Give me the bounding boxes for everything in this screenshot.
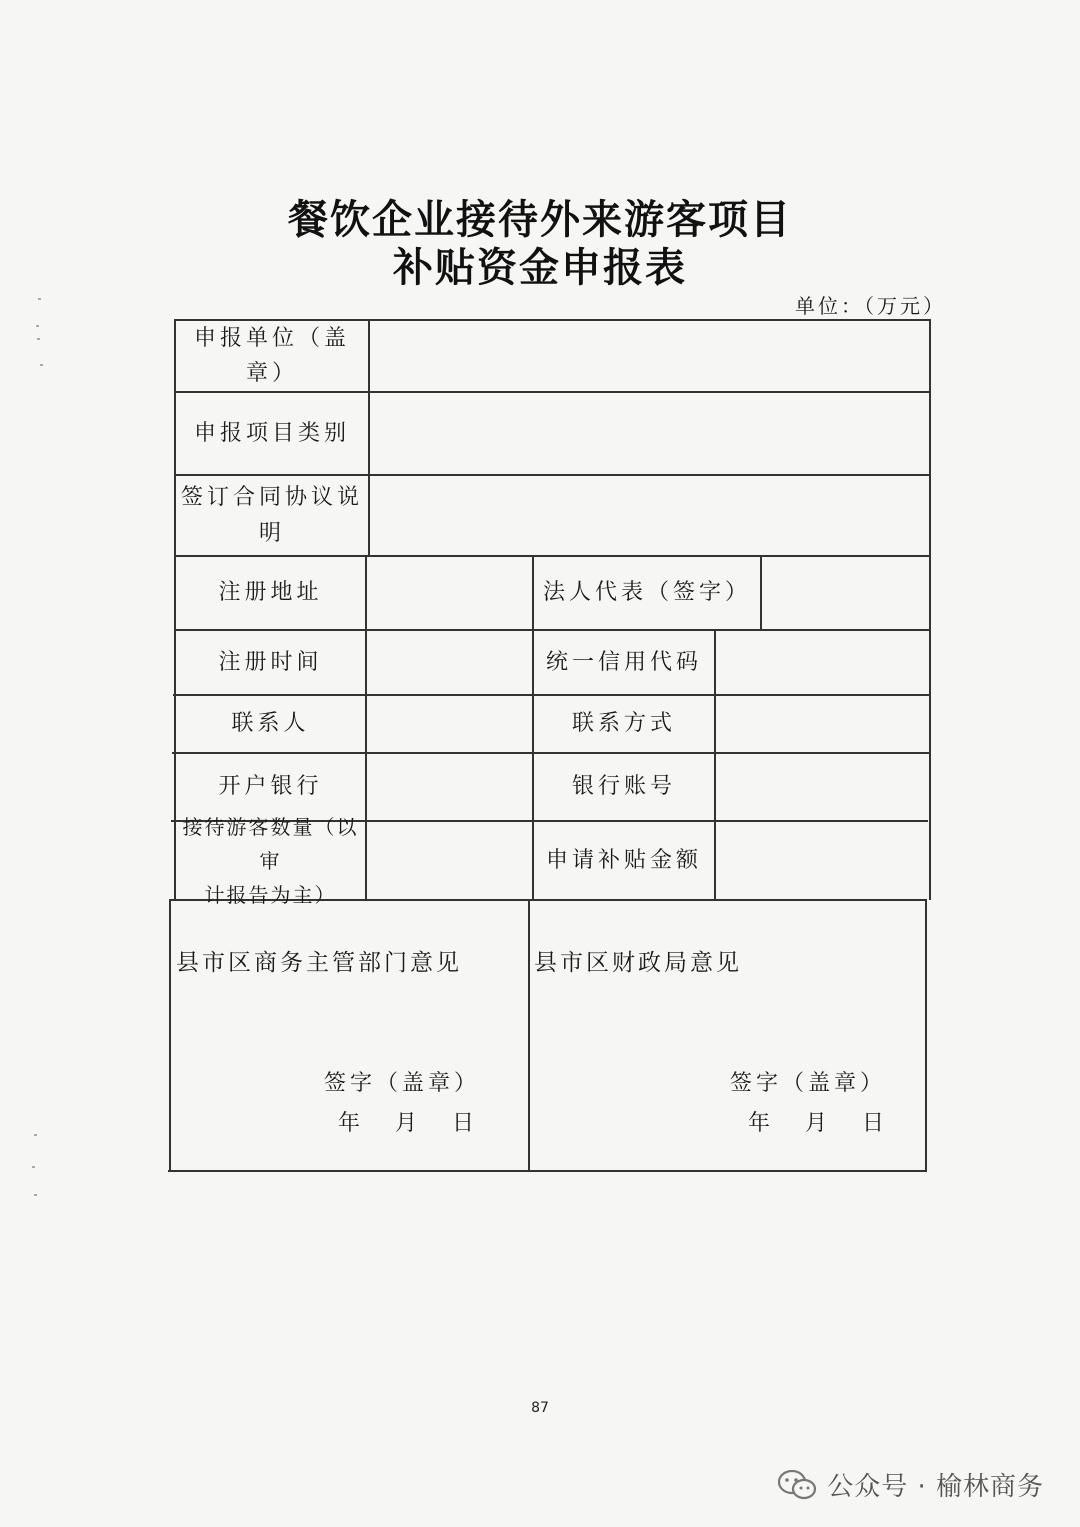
table-rule [528, 899, 530, 1172]
finance-date: 年 月 日 [748, 1111, 884, 1136]
unit-label: 单位：（万元） [795, 294, 946, 318]
form-title-line2: 补贴资金申报表 [393, 244, 687, 291]
bank-account-field[interactable] [716, 754, 929, 820]
scan-speck [37, 338, 40, 340]
table-rule [929, 319, 931, 900]
scan-speck [34, 1134, 37, 1136]
commerce-signature: 签字（盖章） [324, 1071, 481, 1096]
registration-date-field[interactable] [367, 631, 532, 694]
finance-opinion-title: 县市区财政局意见 [534, 950, 742, 976]
contract-description-field[interactable] [370, 476, 929, 555]
scan-speck [36, 325, 39, 327]
visitor-count-field[interactable] [367, 822, 532, 899]
table-rule [925, 899, 927, 1172]
page-number: 87 [531, 1400, 549, 1416]
registration-date-label: 注册时间 [218, 649, 323, 675]
contact-person-label: 联系人 [231, 711, 310, 737]
contact-person-field[interactable] [367, 696, 532, 752]
wechat-icon [777, 1469, 817, 1501]
applicant-label: 申报单位（盖章） [193, 325, 350, 386]
contact-method-label: 联系方式 [571, 711, 676, 737]
subsidy-amount-label: 申请补贴金额 [545, 847, 702, 873]
watermark [777, 1466, 1044, 1503]
applicant-field[interactable] [370, 321, 929, 391]
bank-account-label: 银行账号 [571, 774, 676, 800]
finance-signature: 签字（盖章） [730, 1071, 887, 1096]
subsidy-amount-field[interactable] [716, 822, 929, 899]
visitor-count-label: 接待游客数量（以审 计报告为主） [182, 814, 359, 907]
contract-description-label: 签订合同协议说 明 [180, 485, 363, 546]
table-rule [168, 1170, 925, 1172]
table-rule [169, 899, 171, 1172]
watermark-text: 公众号 · 榆林商务 [827, 1472, 1044, 1502]
registered-address-field[interactable] [367, 557, 532, 629]
scan-speck [32, 1166, 35, 1168]
contact-method-field[interactable] [716, 696, 929, 752]
commerce-date: 年 月 日 [338, 1111, 474, 1136]
bank-name-field[interactable] [367, 754, 532, 820]
form-title-line1: 餐饮企业接待外来游客项目 [288, 196, 792, 243]
registered-address-label: 注册地址 [218, 580, 323, 606]
project-category-field[interactable] [370, 393, 929, 474]
scan-speck [38, 298, 41, 300]
commerce-opinion-title: 县市区商务主管部门意见 [176, 950, 462, 976]
legal-representative-field[interactable] [762, 557, 929, 629]
bank-name-label: 开户银行 [218, 774, 323, 800]
project-category-label: 申报项目类别 [193, 420, 350, 446]
legal-representative-label: 法人代表（签字） [542, 580, 751, 606]
scan-speck [40, 364, 43, 366]
scan-speck [34, 1194, 37, 1196]
credit-code-label: 统一信用代码 [545, 649, 702, 675]
credit-code-field[interactable] [716, 631, 929, 694]
